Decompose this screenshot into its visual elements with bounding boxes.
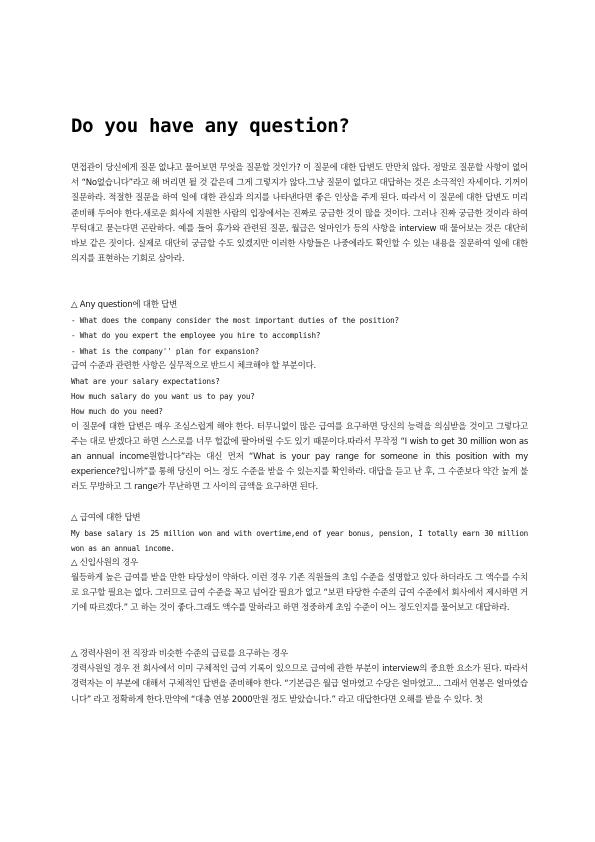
page-title: Do you have any question?	[71, 115, 350, 137]
salary-question-3: How much do you need?	[71, 407, 163, 417]
example-question-2: - What do you expert the employee you hire to accomplish?	[71, 331, 321, 341]
example-question-1: - What does the company consider the most important duties of the position?	[71, 316, 399, 326]
salary-example-answer: My base salary is 25 million won and with overtime,end of year bonus, pension, I totally earn 30 million won as an annual income.	[71, 528, 528, 554]
new-hire-paragraph: 월등하게 높은 급여를 받을 만한 타당성이 약하다. 이런 경우 기존 직원들의 초임 수준을 설명할고 있다 하더라도 그 액수를 수치로 요구할 필요는 없다. 그러므로 급여 수준을 꼭고 넘어갈 필요가 없고 “보편 타당한 수준의 급여 수준에서 회사에서 제시하면 거기에 따르겠다.” 고 하는 것이 좋다.그래도 액수를 말하라고 하면 정중하게 초임 수준이 어느 정도인지를 물어보고 대답하라.	[71, 573, 528, 614]
section-heading-experienced: △ 경력사원이 전 직장과 비슷한 수준의 급료를 요구하는 경우	[71, 649, 288, 660]
experienced-paragraph: 경력사원일 경우 전 회사에서 이미 구체적인 급여 기록이 있으므로 급여에 관한 부분이 interview의 중요한 요소가 된다. 따라서 경력자는 이 부분에 대해서 구체적인 답변을 준비해야 한다. “기본급은 월급 얼마였고 수당은 얼마였고... 그래서 연봉은 얼마였습니다” 라고 정확하게 한다.만약에 “대충 연봉 2000만원 정도 받았습니다.” 라고 대답한다면 오해를 받을 수 있다. 첫	[71, 664, 528, 705]
intro-paragraph: 면접관이 당신에게 질문 없냐고 물어보면 무엇을 질문할 것인가? 이 질문에 대한 답변도 만만치 않다. 정말로 질문할 사항이 없어서 “No없습니다”라고 해 버리면 될 것 같은데 그게 그렇지가 않다.그냥 질문이 없다고 대답하는 것은 소극적인 자세이다. 기꺼이 질문하라. 적절한 질문을 하여 일에 대한 관심과 의지를 나타낸다면 좋은 인상을 주게 된다. 따라서 이 질문에 대한 답변도 미리 준비해 두어야 한다.새로운 회사에 지원한 사람의 입장에서는 진짜로 궁금한 것이 많을 것이다. 그러나 진짜 궁금한 것이라 하여 무턱대고 묻는다면 곤란하다. 예를 들어 휴가와 관련된 질문, 월급은 얼마인가 등의 사항을 interview 때 물어보는 것은 대단히 바보 같은 짓이다. 실제로 대단히 궁금할 수도 있겠지만 이러한 사항들은 나중에라도 확인할 수 있는 내용을 질문하여 일에 대한 의지를 표현하는 기회로 삼아라.	[71, 163, 528, 265]
salary-question-2: How much salary do you want us to pay you?	[71, 392, 255, 402]
salary-intro-line: 급여 수준과 관련한 사항은 실무적으로 반드시 체크해야 할 부분이다.	[71, 360, 316, 371]
section-heading-new-hire: △ 신입사원의 경우	[71, 557, 138, 568]
section-heading-any-question: △ Any question에 대한 답변	[71, 300, 178, 310]
salary-question-1: What are your salary expectations?	[71, 377, 220, 387]
section-heading-salary-answer: △ 급여에 대한 답변	[71, 512, 141, 523]
document-body	[71, 161, 528, 723]
example-question-3: - What is the company'' plan for expansion?	[71, 346, 259, 356]
salary-answer-paragraph: 이 질문에 대한 답변은 매우 조심스럽게 해야 한다. 터무니없이 많은 급여를 요구하면 당신의 능력을 의심받을 것이고 그렇다고 주는 대로 받겠다고 하면 스스로를 너무 헐값에 팔아버릴 수도 있기 때문이다.따라서 무작정 “I wish to get 30 million won as an annual income원합니다”라는 대신 먼저 “What is your pay range for someone in this position with my experience?입니까”를 통해 당신이 어느 정도 수준을 받을 수 있는지를 확인하라. 대답을 듣고 난 후, 그 수준보다 약간 높게 불러도 무방하고 그 range가 무난하면 그 사이의 금액을 요구하면 된다.	[71, 421, 528, 493]
